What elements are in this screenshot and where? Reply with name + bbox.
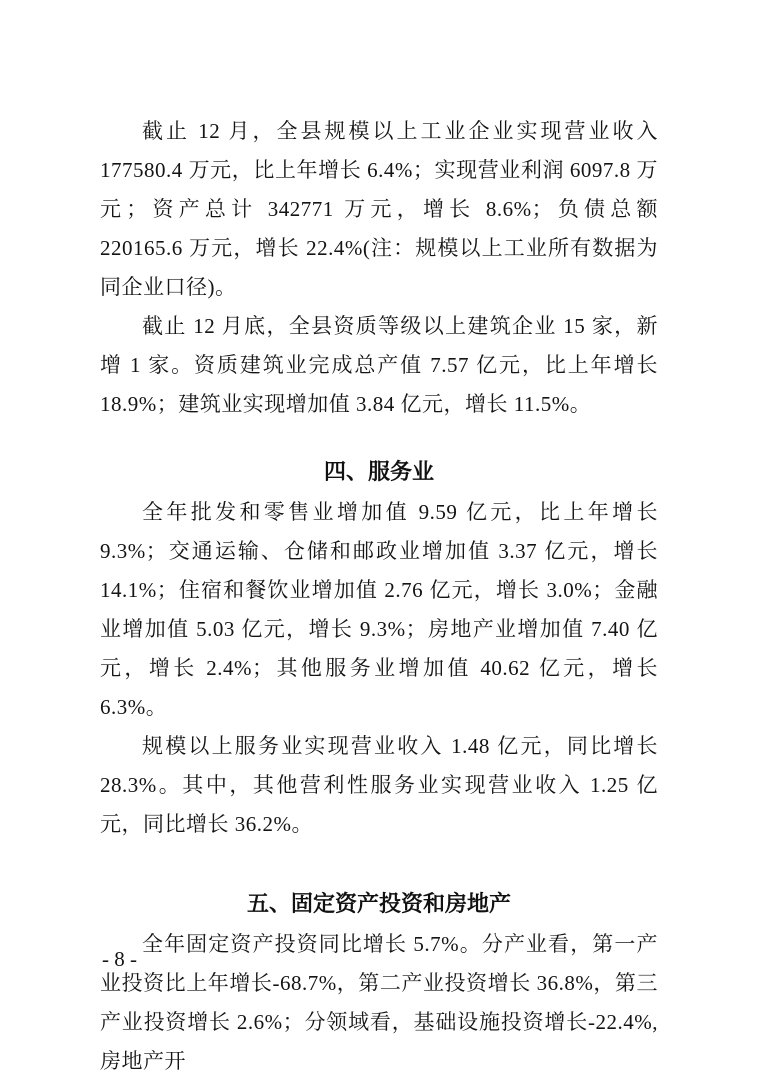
section-heading-fixed-asset-investment: 五、固定资产投资和房地产 [246,891,511,916]
section-heading-services: 四、服务业 [323,459,434,484]
paragraph-services-revenue: 规模以上服务业实现营业收入 1.48 亿元，同比增长 28.3%。其中，其他营利性服务业实现营业收入 1.25 亿元，同比增长 36.2%。 [100,734,658,836]
page-number: - 8 - [102,947,137,971]
paragraph-fixed-asset-investment: 全年固定资产投资同比增长 5.7%。分产业看，第一产业投资比上年增长-68.7%，第二产业投资增长 36.8%，第三产业投资增长 2.6%；分领域看，基础设施投资增长-22.4%,房地产开 [100,932,658,1073]
paragraph-construction-enterprises: 截止 12 月底，全县资质等级以上建筑企业 15 家，新增 1 家。资质建筑业完成总产值 7.57 亿元，比上年增长 18.9%；建筑业实现增加值 3.84 亿元，增长 11.5%。 [100,314,658,416]
document-body [100,112,658,1074]
paragraph-services-added-value: 全年批发和零售业增加值 9.59 亿元，比上年增长 9.3%；交通运输、仓储和邮政业增加值 3.37 亿元，增长 14.1%；住宿和餐饮业增加值 2.76 亿元，增长 3.0%；金融业增加值 5.03 亿元，增长 9.3%；房地产业增加值 7.40 亿元，增长 2.4%；其他服务业增加值 40.62 亿元，增长 6.3%。 [100,500,658,719]
paragraph-industry-enterprises: 截止 12 月，全县规模以上工业企业实现营业收入 177580.4 万元，比上年增长 6.4%；实现营业利润 6097.8 万元；资产总计 342771 万元，增长 8.6%；负债总额 220165.6 万元，增长 22.4%(注：规模以上工业所有数据为同企业口径)。 [100,119,658,299]
